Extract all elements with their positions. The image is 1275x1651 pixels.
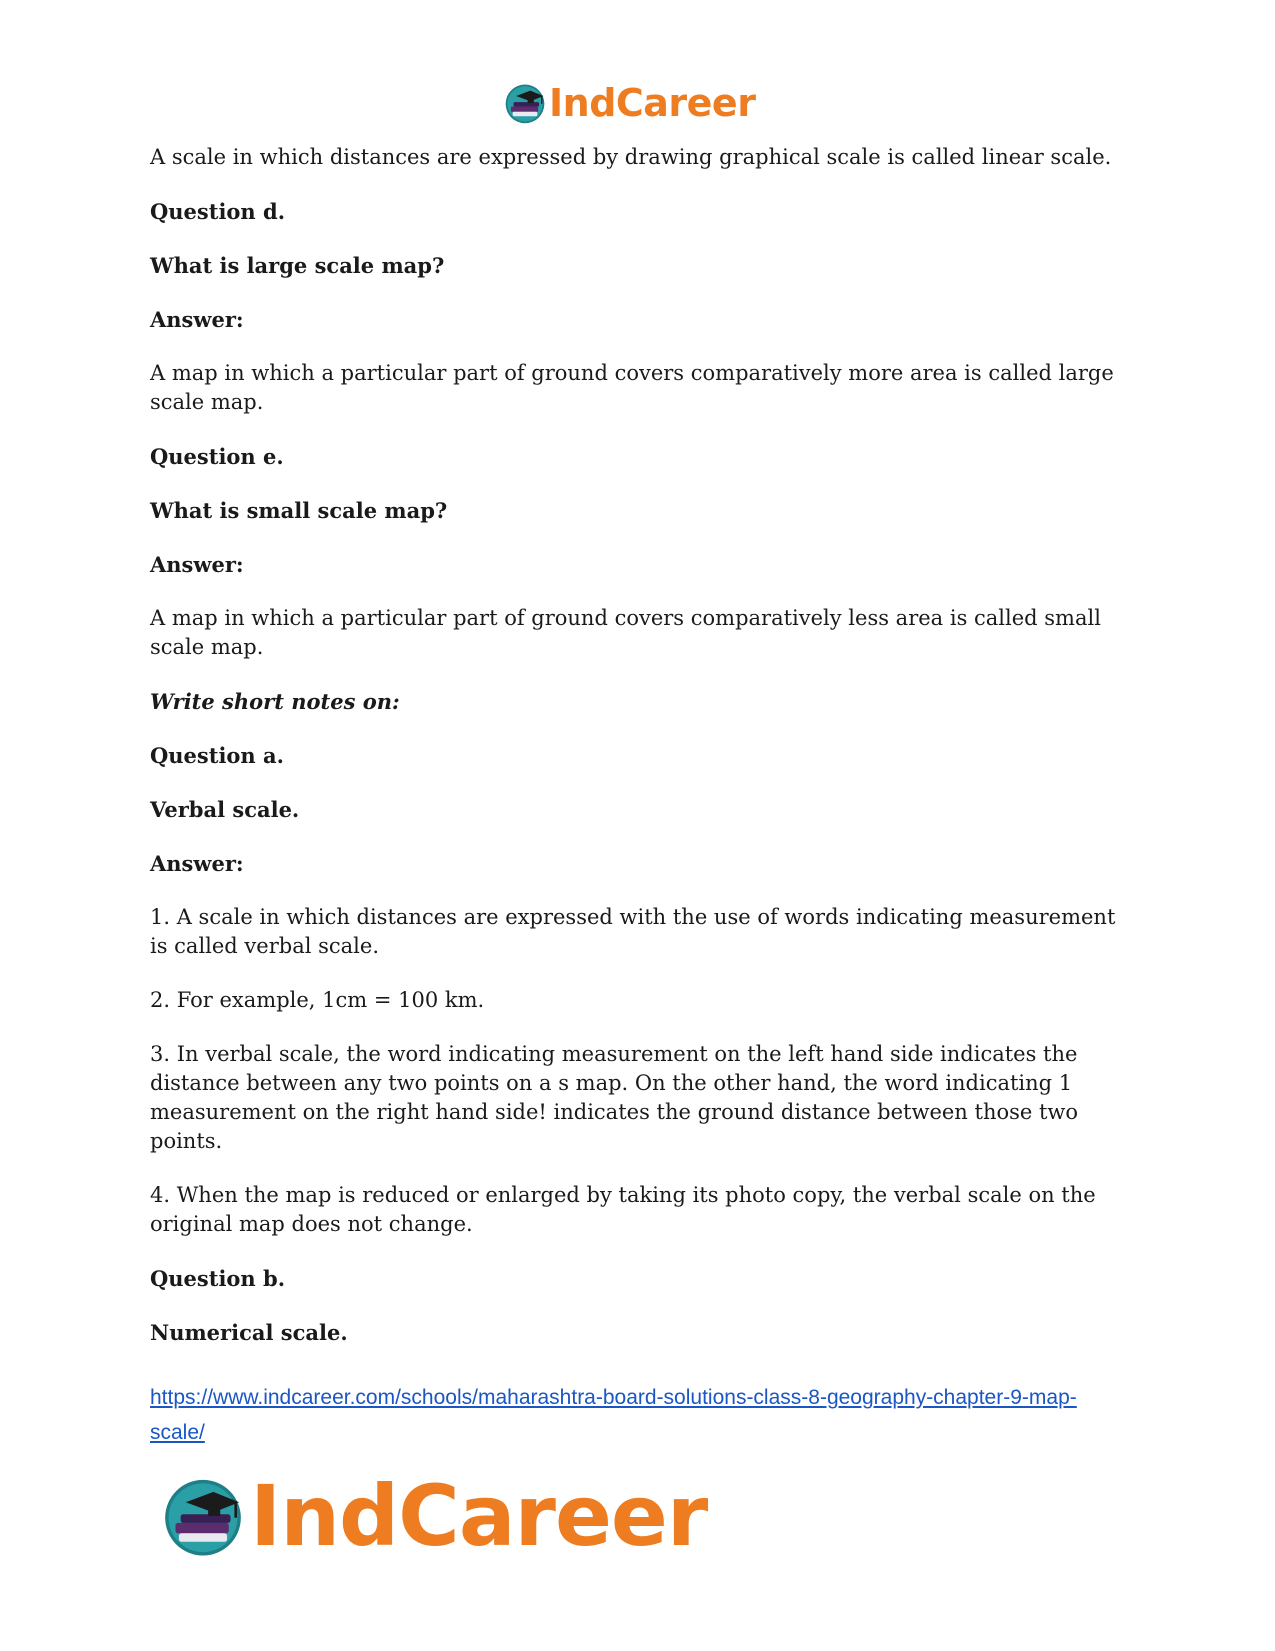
logo-text: IndCareer [549,81,756,125]
paragraph: A map in which a particular part of ground covers comparatively less area is called small scale map. [150,606,1101,659]
paragraph: 3. In verbal scale, the word indicating measurement on the left hand side indicates the distance between any two points on a s map. On the other hand, the word indicating 1 measurement on the right hand side! indicates the ground distance between those two points. [150,1042,1079,1153]
question-title: Verbal scale. [150,797,300,822]
paragraph: A map in which a particular part of ground covers comparatively more area is called large scale map. [150,361,1114,414]
graduation-cap-book-icon [503,81,547,125]
question-title: What is large scale map? [150,253,445,278]
paragraph: 4. When the map is reduced or enlarged by taking its photo copy, the verbal scale on the original map does not change. [150,1183,1096,1236]
footer-logo [160,1467,708,1565]
section-heading: Write short notes on: [150,689,400,714]
graduation-cap-book-icon [160,1473,246,1559]
paragraph: 2. For example, 1cm = 100 km. [150,988,485,1012]
source-url-link[interactable]: https://www.indcareer.com/schools/maharashtra-board-solutions-class-8-geography-chapter-9-map-scale/ [150,1386,1077,1444]
question-label: Question d. [150,199,286,224]
question-title: What is small scale map? [150,498,448,523]
question-label: Question a. [150,743,284,768]
question-label: Question e. [150,444,284,469]
question-label: Question b. [150,1266,286,1291]
question-title: Numerical scale. [150,1320,348,1345]
answer-label: Answer: [150,307,244,332]
paragraph: 1. A scale in which distances are expressed with the use of words indicating measurement is called verbal scale. [150,905,1116,958]
header-logo [503,78,755,128]
answer-label: Answer: [150,552,244,577]
document-body [150,143,1125,1372]
paragraph: A scale in which distances are expressed by drawing graphical scale is called linear scale. [150,145,1112,169]
answer-label: Answer: [150,851,244,876]
logo-text: IndCareer [250,1467,708,1565]
